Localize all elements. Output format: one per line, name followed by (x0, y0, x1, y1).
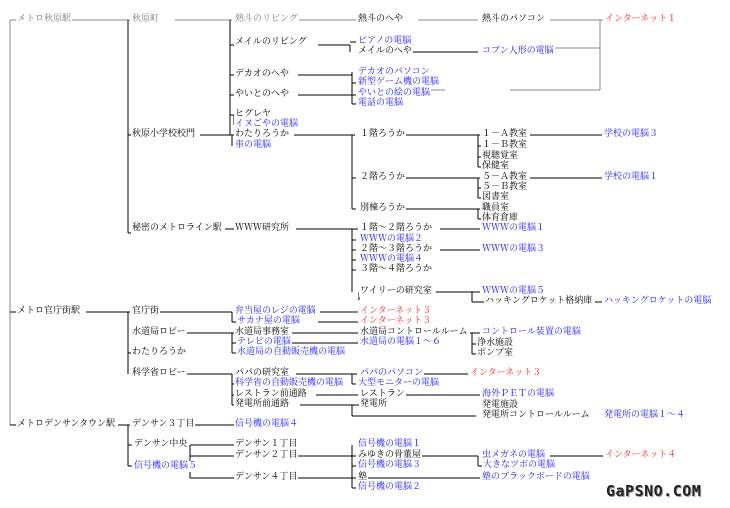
room-staff-room: 職員室 (482, 203, 510, 213)
room-av-room: 視聴覚室 (482, 151, 519, 161)
net-school-pc-1: 学校の電脳１ (604, 172, 659, 182)
net-doll-pc: コブン人形の電脳 (482, 46, 554, 56)
room-mayl-room: メイルのへや (358, 46, 412, 56)
net-bento-register-pc: 弁当屋のレジの電脳 (235, 306, 316, 316)
room-floor1-corridor: １階ろうか (360, 129, 406, 139)
net-internet-3c: インターネット３ (470, 368, 542, 378)
room-restaurant-passage: レストラン前通路 (235, 389, 307, 399)
area-densan-center: デンサン中央 (134, 439, 188, 449)
net-tv-pc: テレビの電脳 (237, 337, 291, 347)
net-internet-3a: インターネット３ (360, 306, 432, 316)
room-cram-school: 塾 (358, 472, 368, 482)
net-www-pc-1: ＷＷＷの電脳１ (482, 223, 546, 233)
area-akihara-town: 秋原町 (132, 14, 160, 24)
room-corridor: わたりろうか (235, 129, 290, 139)
net-overseas-pet-pc: 海外ＰＥＴの電脳 (482, 389, 555, 399)
net-www-pc-4: ＷＷＷの電脳４ (360, 254, 424, 264)
room-nessa-pc: 熱斗のパソコン (482, 14, 545, 24)
area-densan-4: デンサン４丁目 (235, 472, 298, 482)
area-densan-2: デンサン２丁目 (235, 450, 298, 460)
net-rocket-pc: ハッキングロケットの電脳 (604, 296, 712, 306)
room-pump: ポンプ室 (477, 348, 514, 358)
net-doghouse-pc: イヌごやの電脳 (235, 119, 299, 129)
room-water-control: 水道局コントロールルーム (360, 327, 468, 337)
net-yai-picture-pc: やいとの絵の電脳 (358, 88, 431, 98)
area-science-lobby: 科学省ロビー (132, 368, 186, 378)
net-science-vending-pc: 科学省の自動販売機の電脳 (235, 378, 344, 388)
room-mayl-living: メイルのリビング (235, 37, 307, 47)
room-higureya: ヒグレヤ (235, 109, 272, 119)
area-corridor-2: わたりろうか (132, 347, 187, 357)
room-dex-room: デカオのへや (235, 69, 289, 79)
area-densan-3: デンサン３丁目 (132, 419, 195, 429)
room-floor2-corridor: ２階ろうか (360, 172, 406, 182)
net-signal-pc-5: 信号機の電脳５ (134, 461, 198, 471)
net-blackboard-pc: 塾のブラックボードの電脳 (482, 472, 590, 482)
room-papa-lab: パパの研究室 (235, 368, 290, 378)
net-car-pc: 車の電脳 (235, 140, 272, 150)
room-floor-3-4: ３階～４階ろうか (360, 264, 433, 274)
room-floor-2-3: ２階～３階ろうか (360, 244, 433, 254)
area-www-lab: ＷＷＷ研究所 (235, 223, 290, 233)
net-internet-1: インターネット１ (605, 14, 677, 24)
area-school-gate: 秋原小学校校門 (132, 129, 196, 139)
room-water-office: 水道局事務室 (235, 327, 290, 337)
net-dex-pc: デカオのパソコン (358, 67, 430, 77)
net-signal-pc-2: 信号機の電脳２ (358, 482, 422, 492)
room-rocket-hangar: ハッキングロケット格納庫 (485, 296, 593, 306)
net-magnifier-pc: 虫メガネの電脳 (482, 450, 546, 460)
net-signal-pc-1: 信号機の電脳１ (358, 439, 422, 449)
net-water-vending-pc: 水道局の自動販売機の電脳 (237, 347, 346, 357)
net-fish-shop-pc: サカナ屋の電脳 (237, 316, 300, 326)
net-school-pc-3: 学校の電脳３ (604, 129, 659, 139)
room-power-facility: 発電施設 (482, 400, 519, 410)
room-floor-1-2: １階～２階ろうか (360, 223, 433, 233)
net-vase-pc: 大きなツボの電脳 (483, 460, 556, 470)
net-phone-pc: 電話の電脳 (358, 98, 404, 108)
room-class-1a: １－Ａ教室 (482, 129, 528, 139)
area-water-lobby: 水道局ロビー (132, 327, 186, 337)
room-gym-storage: 体育倉庫 (482, 213, 519, 223)
net-papa-pc: パパのパソコン (360, 368, 423, 378)
net-internet-4: インターネット４ (605, 450, 677, 460)
net-www-pc-3: ＷＷＷの電脳３ (482, 244, 546, 254)
room-nessa-living: 熱斗のリビング (235, 14, 298, 24)
room-library: 図書室 (482, 192, 510, 202)
watermark-logo: GaPSNO.COM (606, 482, 702, 500)
net-www-pc-5: ＷＷＷの電脳５ (482, 286, 546, 296)
net-plant-pc-1-4: 発電所の電脳１～４ (604, 410, 686, 420)
station-metro-kancho: メトロ官庁街駅 (17, 306, 81, 316)
room-antique-shop: みゆきの骨董屋 (358, 450, 422, 460)
station-secret-metro: 秘密のメトロライン駅 (132, 223, 222, 233)
room-nessa-room: 熱斗のへや (358, 14, 404, 24)
room-restaurant: レストラン (360, 389, 405, 399)
area-kancho: 官庁街 (132, 306, 160, 316)
net-piano-pc: ピアノの電脳 (358, 36, 412, 46)
net-signal-pc-4: 信号機の電脳４ (235, 419, 299, 429)
room-yai-room: やいとのへや (235, 89, 290, 99)
room-class-5a: ５－Ａ教室 (482, 172, 528, 182)
net-internet-3b: インターネット３ (360, 316, 432, 326)
net-game-pc: 新型ゲーム機の電脳 (358, 77, 440, 87)
room-annex-corridor: 別棟ろうか (360, 203, 406, 213)
net-water-pc-1-6: 水道局の電脳１～６ (360, 337, 442, 347)
net-control-pc: コントロール装置の電脳 (482, 327, 581, 337)
station-metro-akihara: メトロ秋原駅 (17, 14, 72, 24)
room-plant-passage: 発電所前通路 (235, 399, 290, 409)
room-infirmary: 保健室 (482, 161, 510, 171)
room-purification: 浄水施設 (477, 338, 514, 348)
area-densan-1: デンサン１丁目 (235, 439, 298, 449)
room-class-5b: ５－Ｂ教室 (482, 182, 528, 192)
room-power-plant: 発電所 (360, 399, 388, 409)
room-plant-control: 発電所コントロールルーム (482, 410, 590, 420)
net-signal-pc-3: 信号機の電脳３ (358, 460, 422, 470)
net-www-pc-2: ＷＷＷの電脳２ (360, 234, 424, 244)
station-metro-densan: メトロデンサンタウン駅 (17, 419, 116, 429)
room-wily-lab: ワイリーの研究室 (360, 286, 432, 296)
room-class-1b: １－Ｂ教室 (482, 140, 528, 150)
net-monitor-pc: 大型モニターの電脳 (358, 378, 440, 388)
